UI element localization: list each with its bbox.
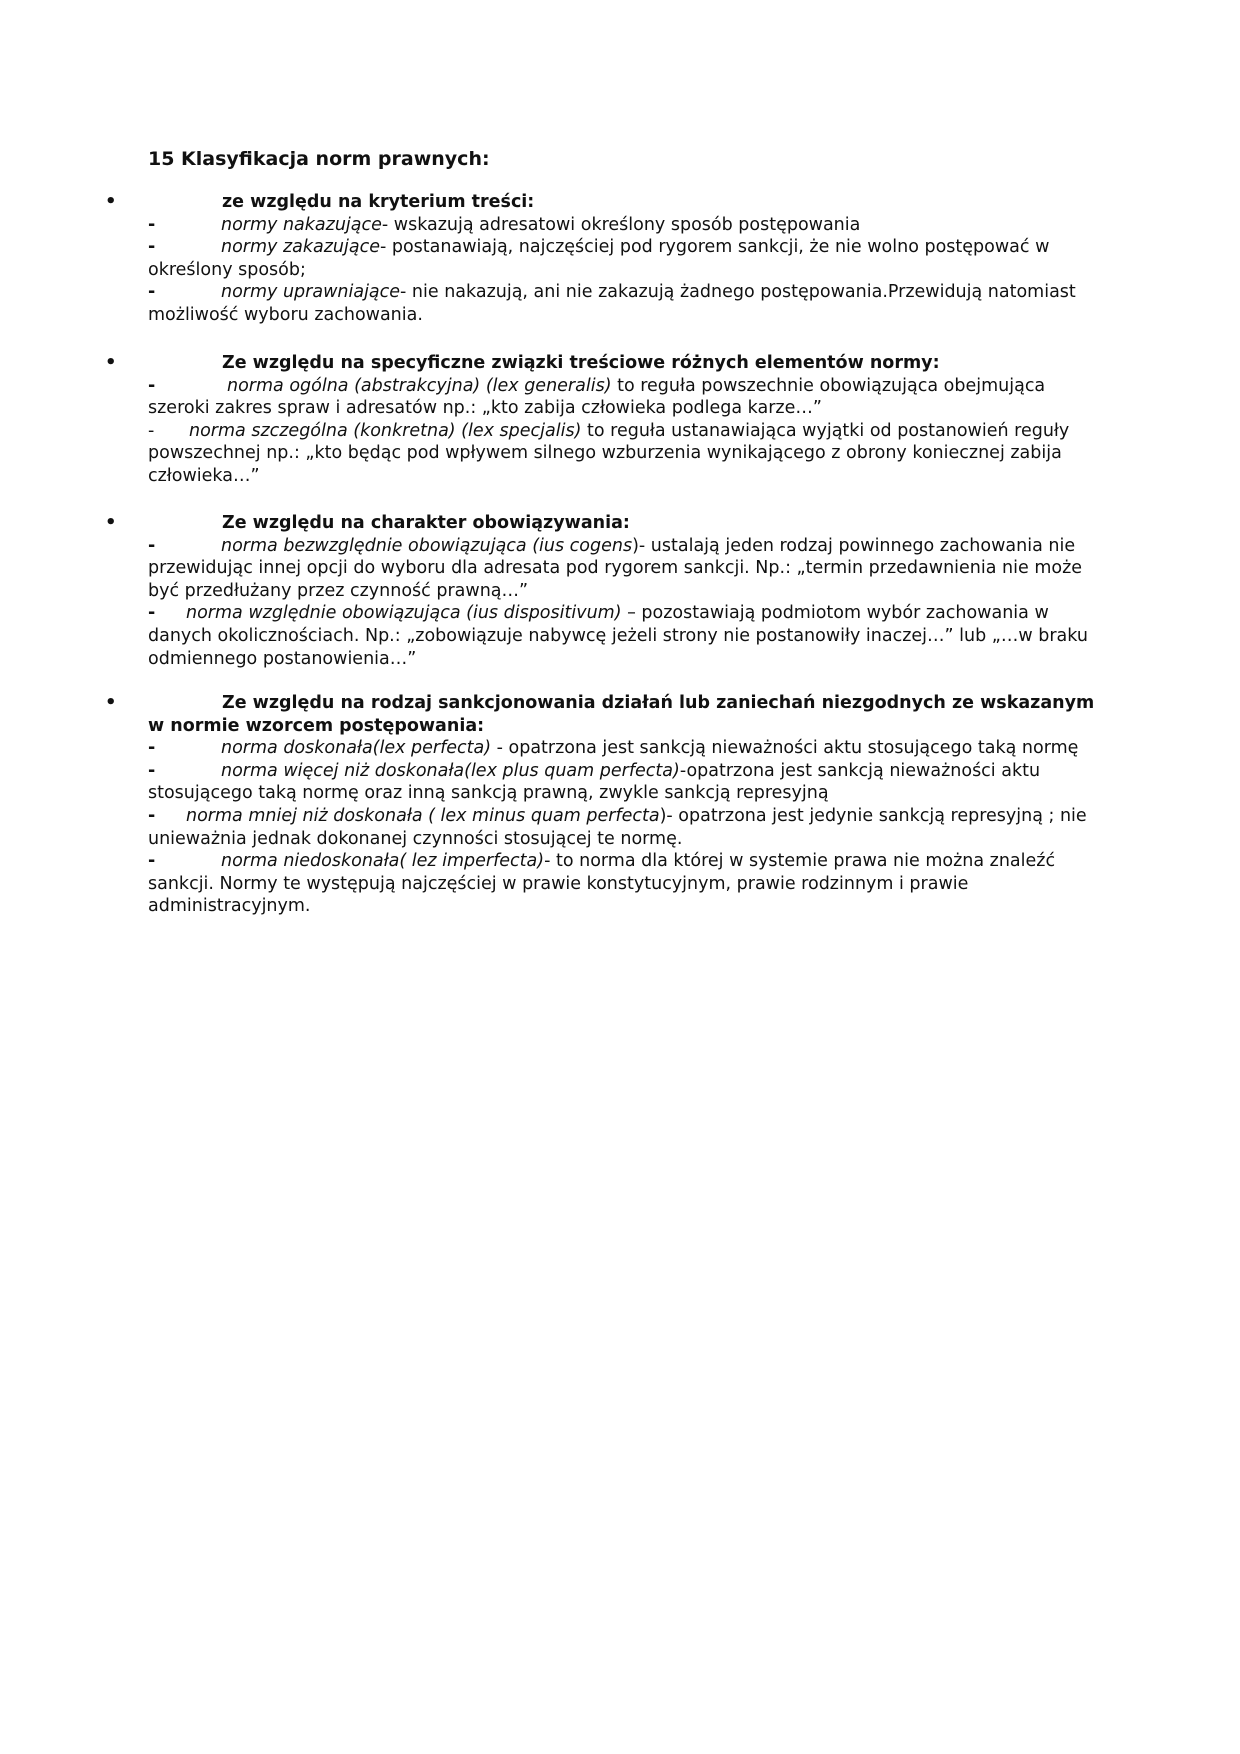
list-item: - normy zakazujące- postanawiają, najczęściej pod rygorem sankcji, że nie wolno postępować w określony sposób; — [148, 237, 1050, 280]
list-item: - norma więcej niż doskonała(lex plus quam perfecta)-opatrzona jest sankcją nieważności aktu stosującego taką normę oraz inną sankcją prawną, zwykle sankcją represyjną — [148, 760, 1041, 804]
dash-icon: - — [148, 760, 156, 781]
list-item: - normy nakazujące- wskazują adresatowi określony sposób postępowania — [148, 214, 861, 235]
dash-icon: - — [148, 375, 156, 396]
dash-icon: - — [148, 535, 156, 556]
list-item: - norma mniej niż doskonała ( lex minus quam perfecta)- opatrzona jest jedynie sankcją represyjną ; nie unieważnia jednak dokonanej czynności stosującej te normę. — [148, 805, 1087, 849]
dash-icon: - — [148, 603, 156, 624]
section-content-relations — [105, 352, 1098, 488]
list-item: - norma względnie obowiązująca (ius dispositivum) – pozostawiają podmiotom wybór zachowania w danych okolicznościach. Np.: „zobowiązuje nabywcę jeżeli strony nie postanowiły inaczej…” lub „…w braku odmiennego postanowienia…” — [148, 603, 1088, 669]
dash-icon: - — [148, 420, 155, 441]
section-sanction-type — [105, 692, 1098, 918]
dash-icon: - — [148, 214, 156, 235]
section-heading: • Ze względu na charakter obowiązywania: — [105, 512, 630, 533]
dash-icon: - — [148, 805, 156, 826]
list-item: - normy uprawniające- nie nakazują, ani nie zakazują żadnego postępowania.Przewidują natomiast możliwość wyboru zachowania. — [148, 282, 1076, 325]
list-item: - norma szczególna (konkretna) (lex specjalis) to reguła ustanawiająca wyjątki od postanowień reguły powszechnej np.: „kto będąc pod wpływem silnego wzburzenia wynikającego z obrony koniecznej zabija człowieka…” — [148, 420, 1070, 486]
bullet-icon: • — [105, 692, 117, 713]
dash-icon: - — [148, 282, 156, 303]
list-item: - norma bezwzględnie obowiązująca (ius cogens)- ustalają jeden rodzaj powinnego zachowania nie przewidując innej opcji do wyboru dla adresata pod rygorem sankcji. Np.: „termin przedawnienia nie może być przedłużany przez czynność prawną…” — [148, 535, 1083, 601]
list-item: - norma niedoskonała( lez imperfecta)- to norma dla której w systemie prawa nie można znaleźć sankcji. Normy te występują najczęściej w prawie konstytucyjnym, prawie rodzinnym i prawie administracyjnym. — [148, 851, 1056, 917]
section-content-criterion — [105, 191, 1098, 327]
bullet-icon: • — [105, 352, 117, 373]
section-heading: • Ze względu na rodzaj sankcjonowania działań lub zaniechań niezgodnych ze wskazanym w normie wzorcem postępowania: — [105, 692, 1095, 736]
document-title: 15 Klasyfikacja norm prawnych: — [148, 148, 490, 170]
bullet-icon: • — [105, 191, 117, 212]
bullet-icon: • — [105, 512, 117, 533]
section-binding-character — [105, 512, 1098, 670]
section-heading: • Ze względu na specyficzne związki treściowe różnych elementów normy: — [105, 352, 940, 373]
dash-icon: - — [148, 237, 156, 258]
dash-icon: - — [148, 738, 156, 759]
dash-icon: - — [148, 851, 156, 872]
list-item: - norma doskonała(lex perfecta) - opatrzona jest sankcją nieważności aktu stosującego taką normę — [148, 738, 1079, 759]
section-heading: • ze względu na kryterium treści: — [105, 191, 535, 212]
list-item: - norma ogólna (abstrakcyjna) (lex generalis) to reguła powszechnie obowiązująca obejmująca szeroki zakres spraw i adresatów np.: „kto zabija człowieka podlega karze…” — [148, 375, 1046, 419]
